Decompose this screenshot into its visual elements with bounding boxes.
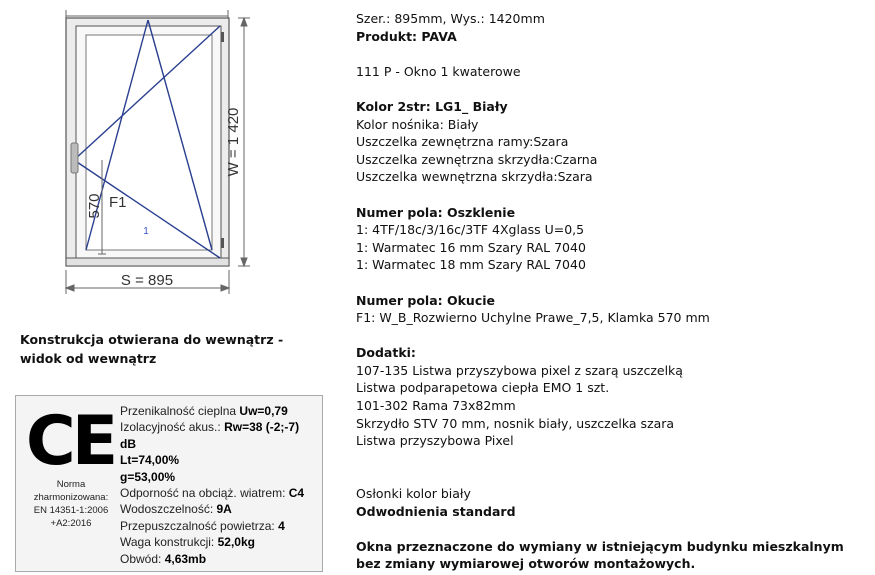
drainage: Odwodnienia standard bbox=[356, 503, 516, 519]
sash-label: F1 bbox=[109, 194, 127, 211]
norm-line: zharmonizowana: bbox=[33, 492, 109, 503]
property-water bbox=[120, 501, 320, 517]
norm-line: EN 14351-1:2006 bbox=[33, 505, 109, 516]
property-label: Obwód: bbox=[120, 551, 162, 566]
harmonized-norm bbox=[18, 478, 124, 530]
extras-line: 107-135 Listwa przyszybowa pixel z szarą uszczelką bbox=[356, 362, 683, 378]
width-label: S = 895 bbox=[120, 272, 174, 289]
property-label: Przenikalność cieplna bbox=[120, 404, 237, 418]
product: Produkt: PAVA bbox=[356, 28, 457, 44]
glass-pane bbox=[86, 35, 212, 250]
extras-line: Listwa przyszybowa Pixel bbox=[356, 433, 514, 449]
property-value: dB bbox=[120, 436, 136, 451]
norm-line: Norma bbox=[56, 479, 86, 490]
property-g bbox=[120, 469, 320, 485]
property-wind bbox=[120, 485, 320, 501]
property-rw bbox=[120, 419, 320, 435]
property-value: Lt=74,00% bbox=[120, 453, 180, 468]
property-label: Odporność na obciąż. wiatrem: bbox=[120, 486, 286, 501]
property-label: Wodoszczelność: bbox=[120, 502, 214, 517]
property-label: Przepuszczalność powietrza: bbox=[120, 518, 275, 533]
color-line: Uszczelka wewnętrzna skrzydła:Szara bbox=[356, 169, 593, 185]
extras-line: 101-302 Rama 73x82mm bbox=[356, 398, 516, 414]
property-perimeter bbox=[120, 551, 320, 567]
window-type: 111 P - Okno 1 kwaterowe bbox=[356, 63, 521, 79]
property-value: 52,0kg bbox=[217, 535, 255, 550]
color-title: Kolor 2str: LG1_ Biały bbox=[356, 98, 508, 114]
property-lt bbox=[120, 452, 320, 468]
property-label: Izolacyjność akus.: bbox=[120, 420, 221, 435]
property-rw-unit bbox=[120, 436, 320, 452]
color-line: Uszczelka zewnętrzna ramy:Szara bbox=[356, 134, 569, 150]
performance-properties bbox=[120, 403, 320, 567]
property-label: Waga konstrukcji: bbox=[120, 535, 215, 550]
glazing-line: 1: Warmatec 18 mm Szary RAL 7040 bbox=[356, 257, 586, 273]
property-uw bbox=[120, 403, 320, 419]
sill bbox=[66, 258, 229, 266]
property-value: 4 bbox=[278, 518, 285, 533]
color-line: Kolor nośnika: Biały bbox=[356, 116, 479, 132]
extras-title: Dodatki: bbox=[356, 345, 416, 361]
glazing-line: 1: Warmatec 16 mm Szary RAL 7040 bbox=[356, 239, 586, 255]
property-value: g=53,00% bbox=[120, 469, 176, 484]
property-value: Rw=38 (-2;-7) bbox=[224, 420, 300, 435]
property-air bbox=[120, 518, 320, 534]
hardware-title: Numer pola: Okucie bbox=[356, 292, 495, 308]
property-value: 9A bbox=[216, 502, 232, 517]
glazing-title: Numer pola: Oszklenie bbox=[356, 204, 516, 220]
window-specification bbox=[356, 10, 871, 573]
height-label: W = 1 420 bbox=[225, 107, 242, 177]
ce-declaration-box bbox=[15, 395, 323, 572]
pane-label: 1 bbox=[143, 226, 149, 237]
construction-caption: Konstrukcja otwierana do wewnątrz - widok od wewnątrz bbox=[20, 332, 284, 366]
color-line: Uszczelka zewnętrzna skrzydła:Czarna bbox=[356, 151, 598, 167]
glazing-line: 1: 4TF/18c/3/16c/3TF 4Xglass U=0,5 bbox=[356, 222, 585, 238]
ce-mark-text: CE bbox=[25, 406, 115, 470]
dimensions: Szer.: 895mm, Wys.: 1420mm bbox=[356, 11, 545, 26]
window-drawing bbox=[0, 0, 330, 300]
handle-height-label: 570 bbox=[86, 193, 103, 219]
replacement-note: Okna przeznaczone do wymiany w istniejącym budynku mieszkalnym bez zmiany wymiarowej otworów montażowych. bbox=[356, 538, 844, 572]
property-value: C4 bbox=[288, 486, 305, 501]
property-value: Uw=0,79 bbox=[239, 404, 288, 418]
property-value: 4,63mb bbox=[164, 551, 207, 566]
ce-mark-icon bbox=[22, 406, 118, 470]
extras-line: Listwa podparapetowa ciepła EMO 1 szt. bbox=[356, 380, 610, 396]
covers: Osłonki kolor biały bbox=[356, 486, 471, 502]
hardware-line: F1: W_B_Rozwierno Uchylne Prawe_7,5, Klamka 570 mm bbox=[356, 310, 710, 326]
extras-line: Skrzydło STV 70 mm, nosnik biały, uszczelka szara bbox=[356, 415, 675, 431]
handle bbox=[71, 143, 78, 173]
property-weight bbox=[120, 534, 320, 550]
norm-line: +A2:2016 bbox=[50, 518, 92, 529]
